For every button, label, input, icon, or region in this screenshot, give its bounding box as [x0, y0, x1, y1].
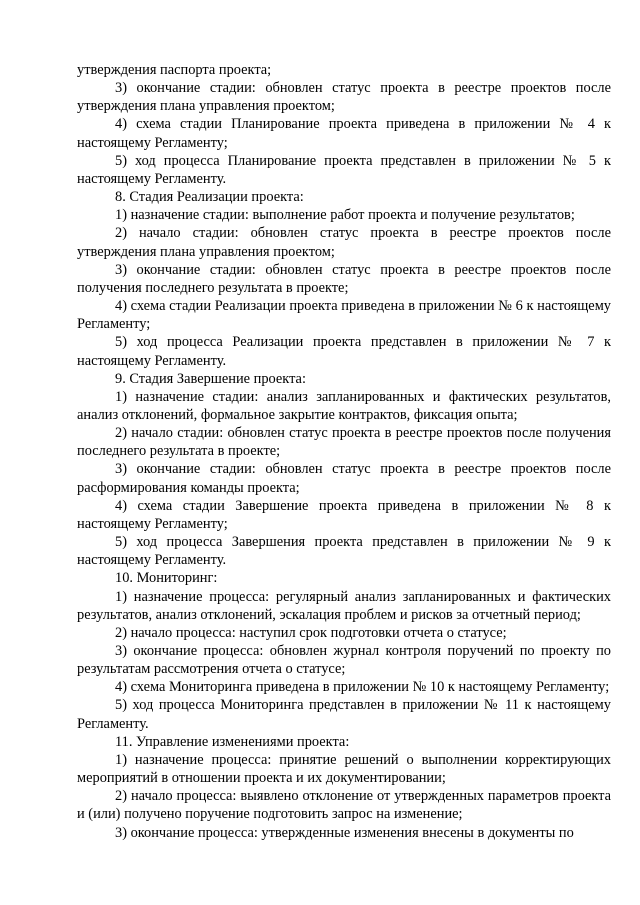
section-heading: 8. Стадия Реализации проекта: — [115, 189, 304, 206]
paragraph: 5) ход процесса Планирование проекта представлен в приложении № 5 к настоящему Регламенту. — [77, 152, 611, 187]
paragraph: 3) окончание стадии: обновлен статус проекта в реестре проектов после утверждения плана управления проектом; — [77, 80, 611, 115]
paragraph: 3) окончание процесса: обновлен журнал контроля поручений по проекту по результатам рассмотрения отчета о статусе; — [77, 643, 611, 678]
paragraph: 3) окончание стадии: обновлен статус проекта в реестре проектов после расформирования команды проекта; — [77, 461, 611, 496]
paragraph: 1) назначение стадии: выполнение работ проекта и получение результатов; — [115, 207, 575, 224]
section-heading: 9. Стадия Завершение проекта: — [115, 370, 306, 387]
paragraph: 2) начало стадии: обновлен статус проекта в реестре проектов после получения последнего результата в проекте; — [77, 425, 611, 460]
paragraph: 1) назначение процесса: регулярный анализ запланированных и фактических результатов, анализ отклонений, эскалация проблем и рисков за отчетный период; — [77, 588, 611, 623]
paragraph: 4) схема стадии Реализации проекта приведена в приложении № 6 к настоящему Регламенту; — [77, 298, 611, 333]
paragraph: 5) ход процесса Реализации проекта представлен в приложении № 7 к настоящему Регламенту. — [77, 334, 611, 369]
section-heading: 11. Управление изменениями проекта: — [115, 733, 350, 750]
paragraph: 5) ход процесса Мониторинга представлен в приложении № 11 к настоящему Регламенту. — [77, 697, 611, 732]
paragraph: 4) схема Мониторинга приведена в приложении № 10 к настоящему Регламенту; — [115, 679, 610, 696]
paragraph: 4) схема стадии Завершение проекта приведена в приложении № 8 к настоящему Регламенту; — [77, 497, 611, 532]
paragraph: 3) окончание процесса: утвержденные изменения внесены в документы по — [115, 824, 574, 841]
section-heading: 10. Мониторинг: — [115, 570, 218, 587]
document-body — [77, 61, 611, 842]
paragraph: 1) назначение стадии: анализ запланированных и фактических результатов, анализ отклонений, формальное закрытие контрактов, фиксация опыта; — [77, 388, 611, 423]
paragraph: 5) ход процесса Завершения проекта представлен в приложении № 9 к настоящему Регламенту. — [77, 534, 611, 569]
paragraph: 1) назначение процесса: принятие решений о выполнении корректирующих мероприятий в отношении проекта и их документировании; — [77, 751, 611, 787]
paragraph: утверждения паспорта проекта; — [77, 62, 272, 78]
paragraph: 2) начало стадии: обновлен статус проекта в реестре проектов после утверждения плана управления проектом; — [77, 225, 611, 260]
paragraph: 2) начало процесса: наступил срок подготовки отчета о статусе; — [115, 624, 507, 641]
paragraph: 4) схема стадии Планирование проекта приведена в приложении № 4 к настоящему Регламенту; — [77, 116, 611, 151]
paragraph: 3) окончание стадии: обновлен статус проекта в реестре проектов после получения последнего результата в проекте; — [77, 261, 611, 296]
paragraph: 2) начало процесса: выявлено отклонение от утвержденных параметров проекта и (или) получено поручение подготовить запрос на изменение; — [77, 788, 611, 823]
